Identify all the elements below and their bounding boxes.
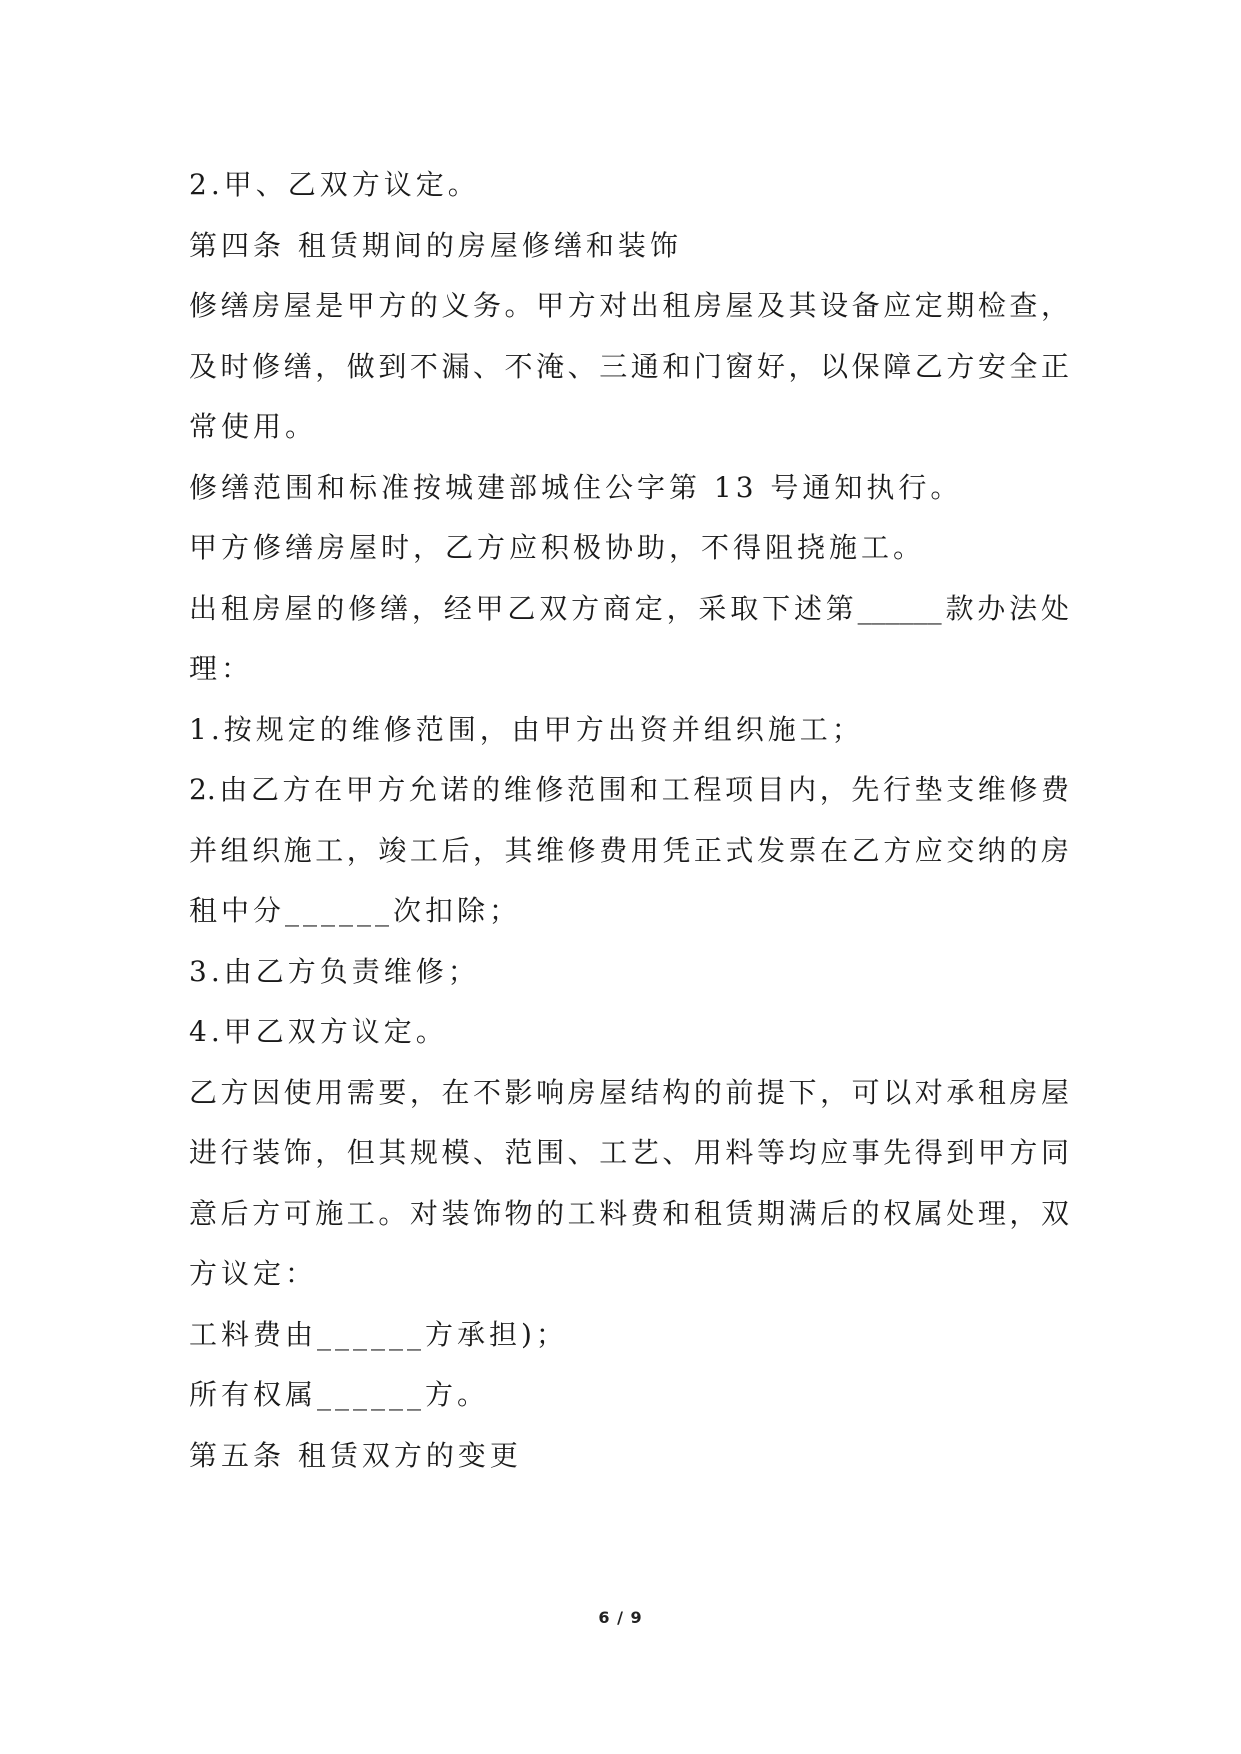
text-line: 意后方可施工。对装饰物的工料费和租赁期满后的权属处理，双 [189, 1196, 1069, 1230]
list-item: 2.由乙方在甲方允诺的维修范围和工程项目内，先行垫支维修费 [189, 773, 1069, 806]
text-line: 工料费由______方承担)； [189, 1317, 568, 1351]
text-line: 并组织施工，竣工后，其维修费用凭正式发票在乙方应交纳的房 [189, 833, 1069, 867]
list-item: 1.按规定的维修范围，由甲方出资并组织施工； [189, 712, 864, 746]
section-heading: 第四条 租赁期间的房屋修缮和装饰 [189, 228, 682, 262]
text-line: 乙方因使用需要，在不影响房屋结构的前提下，可以对承租房屋 [189, 1075, 1069, 1109]
text-line: 所有权属______方。 [189, 1378, 490, 1411]
text-line: 甲方修缮房屋时，乙方应积极协助，不得阻挠施工。 [189, 531, 926, 564]
text-line: 常使用。 [189, 410, 318, 443]
document-body [189, 155, 1069, 1486]
text-line: 出租房屋的修缮，经甲乙双方商定，采取下述第______款办法处 [189, 591, 1069, 625]
text-line: 理： [189, 652, 254, 685]
page-number: 6 / 9 [598, 1608, 643, 1627]
text-line: 修缮房屋是甲方的义务。甲方对出租房屋及其设备应定期检查， [189, 289, 1069, 322]
text-line: 修缮范围和标准按城建部城住公字第 13 号通知执行。 [189, 470, 963, 504]
list-item: 4.甲乙双方议定。 [189, 1015, 448, 1048]
section-heading: 第五条 租赁双方的变更 [189, 1438, 522, 1472]
text-line: 2.甲、乙双方议定。 [189, 168, 480, 201]
text-line: 方议定： [189, 1257, 318, 1290]
list-item: 3.由乙方负责维修； [189, 954, 480, 988]
text-line: 租中分______次扣除； [189, 894, 522, 927]
text-line: 及时修缮，做到不漏、不淹、三通和门窗好，以保障乙方安全正 [189, 349, 1069, 383]
text-line: 进行装饰，但其规模、范围、工艺、用料等均应事先得到甲方同 [189, 1136, 1069, 1169]
